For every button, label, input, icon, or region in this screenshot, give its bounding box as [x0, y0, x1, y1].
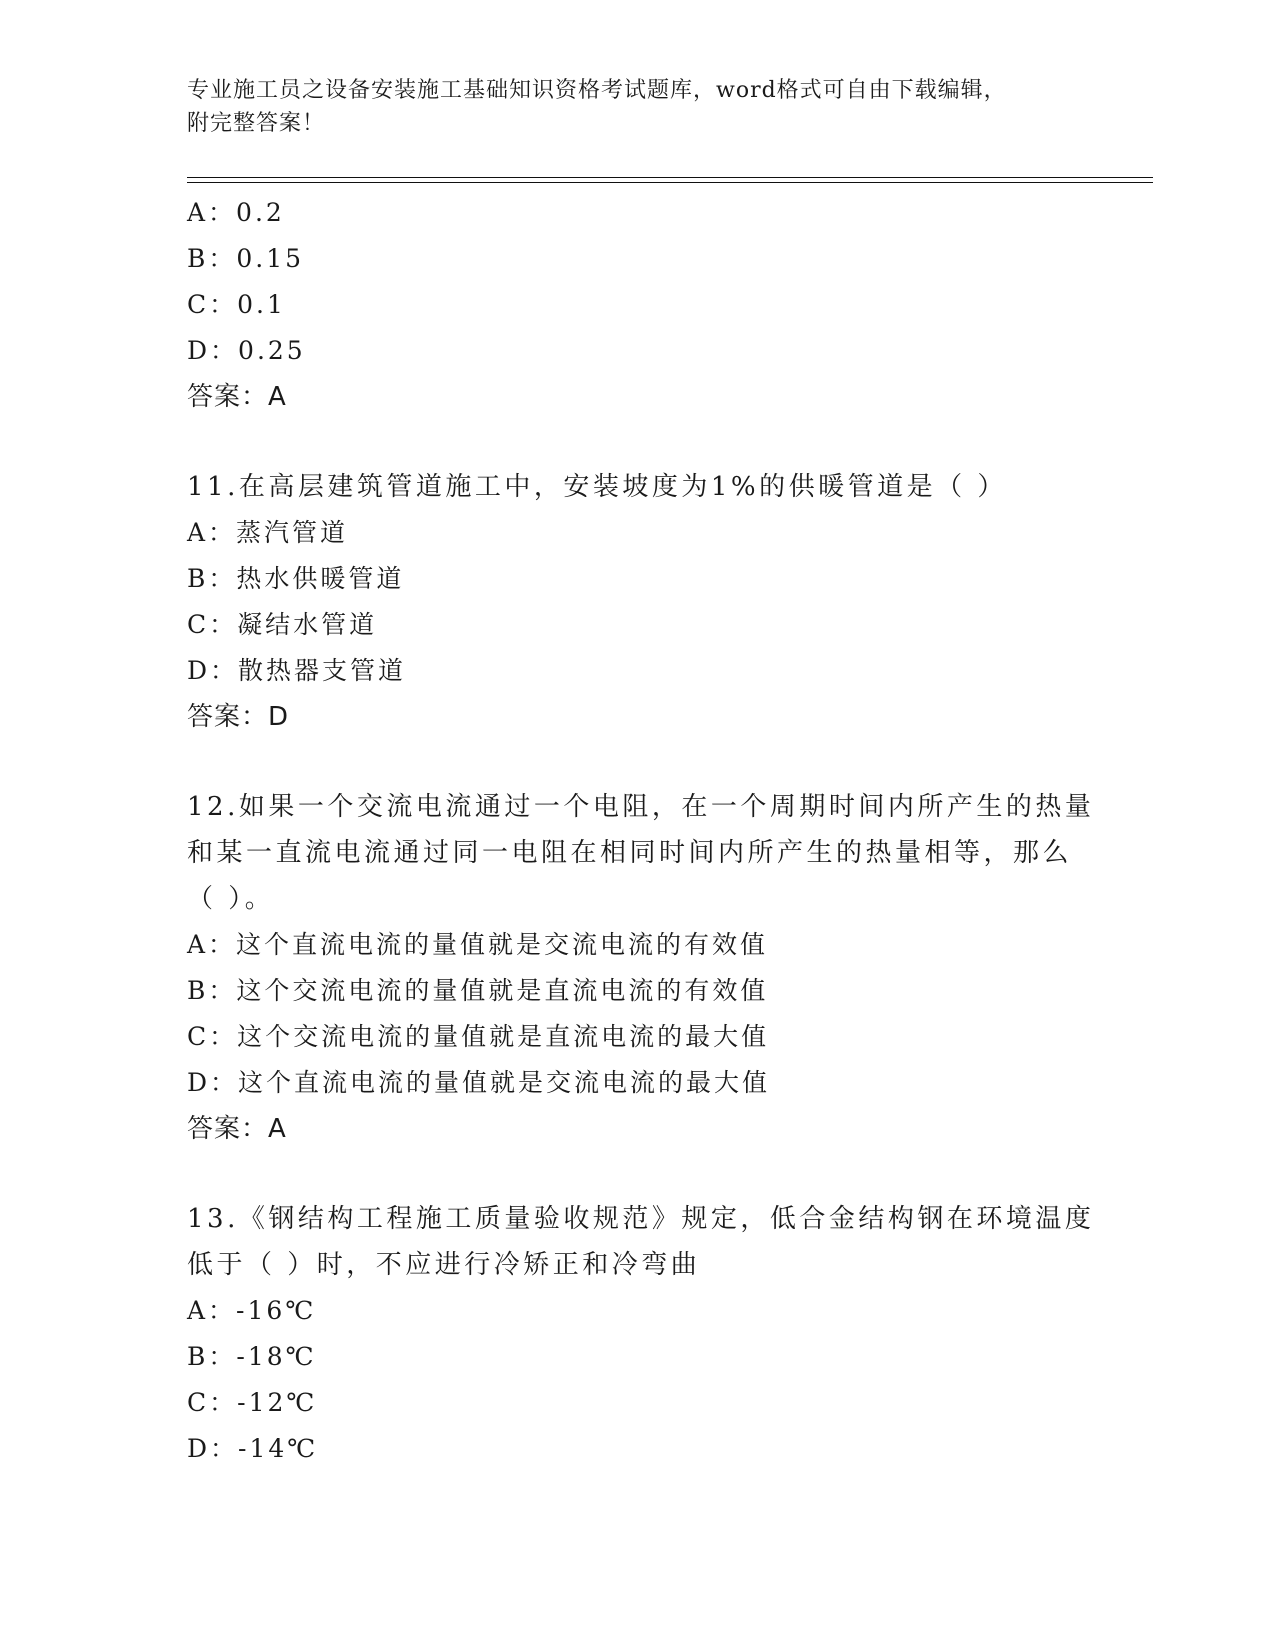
question-13 — [187, 1196, 1095, 1472]
question-text-line-1: 12.如果一个交流电流通过一个电阻，在一个周期时间内所产生的热量 — [187, 792, 1095, 822]
option-b: B：这个交流电流的量值就是直流电流的有效值 — [187, 976, 769, 1005]
header-divider-bottom — [187, 182, 1153, 183]
option-c: C：-12℃ — [187, 1388, 318, 1417]
option-a: A：0.2 — [187, 198, 285, 227]
option-c: C：这个交流电流的量值就是直流电流的最大值 — [187, 1022, 770, 1051]
header-title-line-2: 附完整答案！ — [187, 111, 326, 136]
question-text: 11.在高层建筑管道施工中，安装坡度为1%的供暖管道是（ ） — [187, 472, 1007, 502]
answer: 答案：A — [187, 1114, 287, 1144]
answer: 答案：A — [187, 382, 287, 412]
question-11 — [187, 464, 1087, 740]
question-text-line-2: 和某一直流电流通过同一电阻在相同时间内所产生的热量相等，那么 — [187, 838, 1073, 868]
option-c: C：凝结水管道 — [187, 610, 378, 639]
document-header — [187, 74, 1087, 140]
spacer — [187, 420, 1087, 464]
question-text-line-3: （ ）。 — [187, 884, 275, 914]
answer: 答案：D — [187, 702, 290, 732]
question-10 — [187, 190, 1087, 420]
option-a: A：蒸汽管道 — [187, 518, 349, 547]
question-12 — [187, 784, 1095, 1152]
option-d: D：0.25 — [187, 336, 306, 365]
option-d: D：散热器支管道 — [187, 656, 407, 685]
header-title-line-1: 专业施工员之设备安装施工基础知识资格考试题库，word格式可自由下载编辑， — [187, 78, 1007, 103]
question-text-line-2: 低于（ ）时，不应进行冷矫正和冷弯曲 — [187, 1250, 701, 1280]
option-a: A：这个直流电流的量值就是交流电流的有效值 — [187, 930, 769, 959]
option-c: C：0.1 — [187, 290, 286, 319]
option-d: D：这个直流电流的量值就是交流电流的最大值 — [187, 1068, 771, 1097]
header-divider-top — [187, 177, 1153, 178]
option-b: B：0.15 — [187, 244, 305, 273]
question-list — [187, 190, 1095, 1472]
option-b: B：-18℃ — [187, 1342, 317, 1371]
option-a: A：-16℃ — [187, 1296, 317, 1325]
option-d: D：-14℃ — [187, 1434, 319, 1463]
spacer — [187, 740, 1087, 784]
option-b: B：热水供暖管道 — [187, 564, 405, 593]
question-text-line-1: 13.《钢结构工程施工质量验收规范》规定，低合金结构钢在环境温度 — [187, 1204, 1095, 1234]
spacer — [187, 1152, 1087, 1196]
